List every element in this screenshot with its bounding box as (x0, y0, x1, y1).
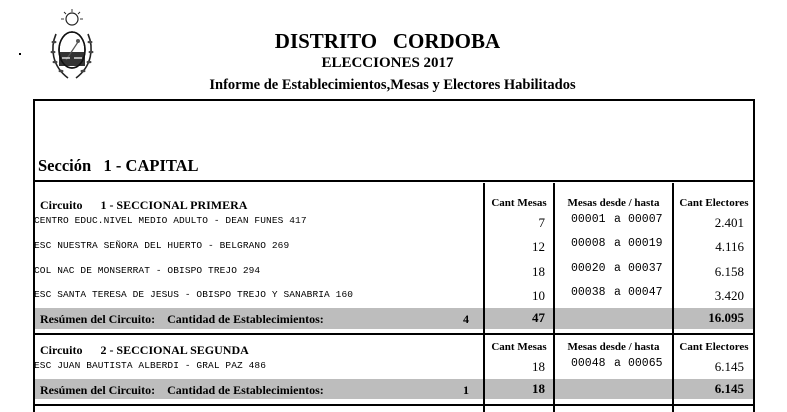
circuito-1-title: Circuito 1 - SECCIONAL PRIMERA (40, 198, 248, 212)
circuito-2-summary-label: Resúmen del Circuito: Cantidad de Establecimientos: (40, 383, 324, 397)
col-header-mesas: Cant Mesas (491, 197, 547, 209)
cant-electores: 4.116 (715, 239, 744, 254)
establishment-name: ESC SANTA TERESA DE JESUS - OBISPO TREJO Y SANABRIA 160 (34, 289, 354, 300)
mesa-desde: 00020 (571, 262, 606, 275)
establishment-name: COL NAC DE MONSERRAT - OBISPO TREJO 294 (34, 265, 261, 276)
cant-mesas: 18 (532, 264, 545, 279)
mesa-desde: 00001 (571, 213, 606, 226)
establishment-name: CENTRO EDUC.NIVEL MEDIO ADULTO - DEAN FUNES 417 (34, 215, 307, 226)
mesa-a: a (614, 286, 621, 299)
circuito-2-summary-count: 1 (463, 383, 469, 397)
mesa-a: a (614, 213, 621, 226)
col-line-1-over (483, 308, 485, 329)
circuito-1-summary-label: Resúmen del Circuito: Cantidad de Establecimientos: (40, 312, 324, 326)
col-header-desde-hasta: Mesas desde / hasta (567, 341, 660, 353)
col-line-1-over-2 (483, 379, 485, 399)
col-line-2-over (553, 308, 555, 329)
circuito-1-summary-count: 4 (463, 312, 469, 326)
circuito-2-title: Circuito 2 - SECCIONAL SEGUNDA (40, 343, 249, 357)
mesa-desde: 00048 (571, 357, 606, 370)
mesa-a: a (614, 357, 621, 370)
col-line-3 (672, 183, 674, 412)
col-line-3-over-2 (672, 379, 674, 399)
cant-electores: 2.401 (714, 215, 744, 230)
circuito-2-summary-electores: 6.145 (714, 381, 744, 396)
report-title: Informe de Establecimientos,Mesas y Electores Habilitados (209, 77, 576, 93)
cant-electores: 6.158 (714, 264, 744, 279)
mesa-a: a (614, 262, 621, 275)
col-line-2 (553, 183, 555, 412)
page-title: DISTRITO CORDOBA (274, 29, 501, 53)
argentina-coat-of-arms-icon (48, 8, 96, 84)
establishment-name: ESC JUAN BAUTISTA ALBERDI - GRAL PAZ 486 (34, 360, 267, 371)
seccion-title: Sección 1 - CAPITAL (38, 156, 199, 175)
page-subtitle: ELECCIONES 2017 (321, 55, 454, 71)
mesa-desde: 00038 (571, 286, 606, 299)
col-header-desde-hasta: Mesas desde / hasta (567, 197, 660, 209)
seccion-divider (33, 180, 755, 182)
frame-right (753, 99, 755, 412)
circuito-1-summary-mesas: 47 (532, 310, 545, 325)
cant-electores: 6.145 (714, 359, 744, 374)
frame-top (33, 99, 755, 101)
mesa-a: a (614, 237, 621, 250)
mesa-hasta: 00019 (628, 237, 663, 250)
cant-mesas: 12 (532, 239, 545, 254)
dot-mark (19, 53, 21, 55)
col-line-3-over (672, 308, 674, 329)
circuito-2-summary-mesas: 18 (532, 381, 545, 396)
mesa-hasta: 00047 (628, 286, 663, 299)
cant-mesas: 18 (532, 359, 545, 374)
circuito-2-top-line (33, 333, 755, 335)
cant-mesas: 10 (532, 288, 545, 303)
mesa-hasta: 00007 (628, 213, 663, 226)
circuito-1-summary-electores: 16.095 (708, 310, 744, 325)
mesa-desde: 00008 (571, 237, 606, 250)
establishment-name: ESC NUESTRA SEÑORA DEL HUERTO - BELGRANO 269 (34, 240, 290, 251)
col-header-mesas: Cant Mesas (491, 341, 547, 353)
circuito-3-top-line (33, 404, 755, 406)
col-header-electores: Cant Electores (679, 341, 749, 353)
mesa-hasta: 00037 (628, 262, 663, 275)
cant-mesas: 7 (538, 215, 545, 230)
col-line-2-over-2 (553, 379, 555, 399)
cant-electores: 3.420 (714, 288, 744, 303)
mesa-hasta: 00065 (628, 357, 663, 370)
col-header-electores: Cant Electores (679, 197, 749, 209)
col-line-1 (483, 183, 485, 412)
